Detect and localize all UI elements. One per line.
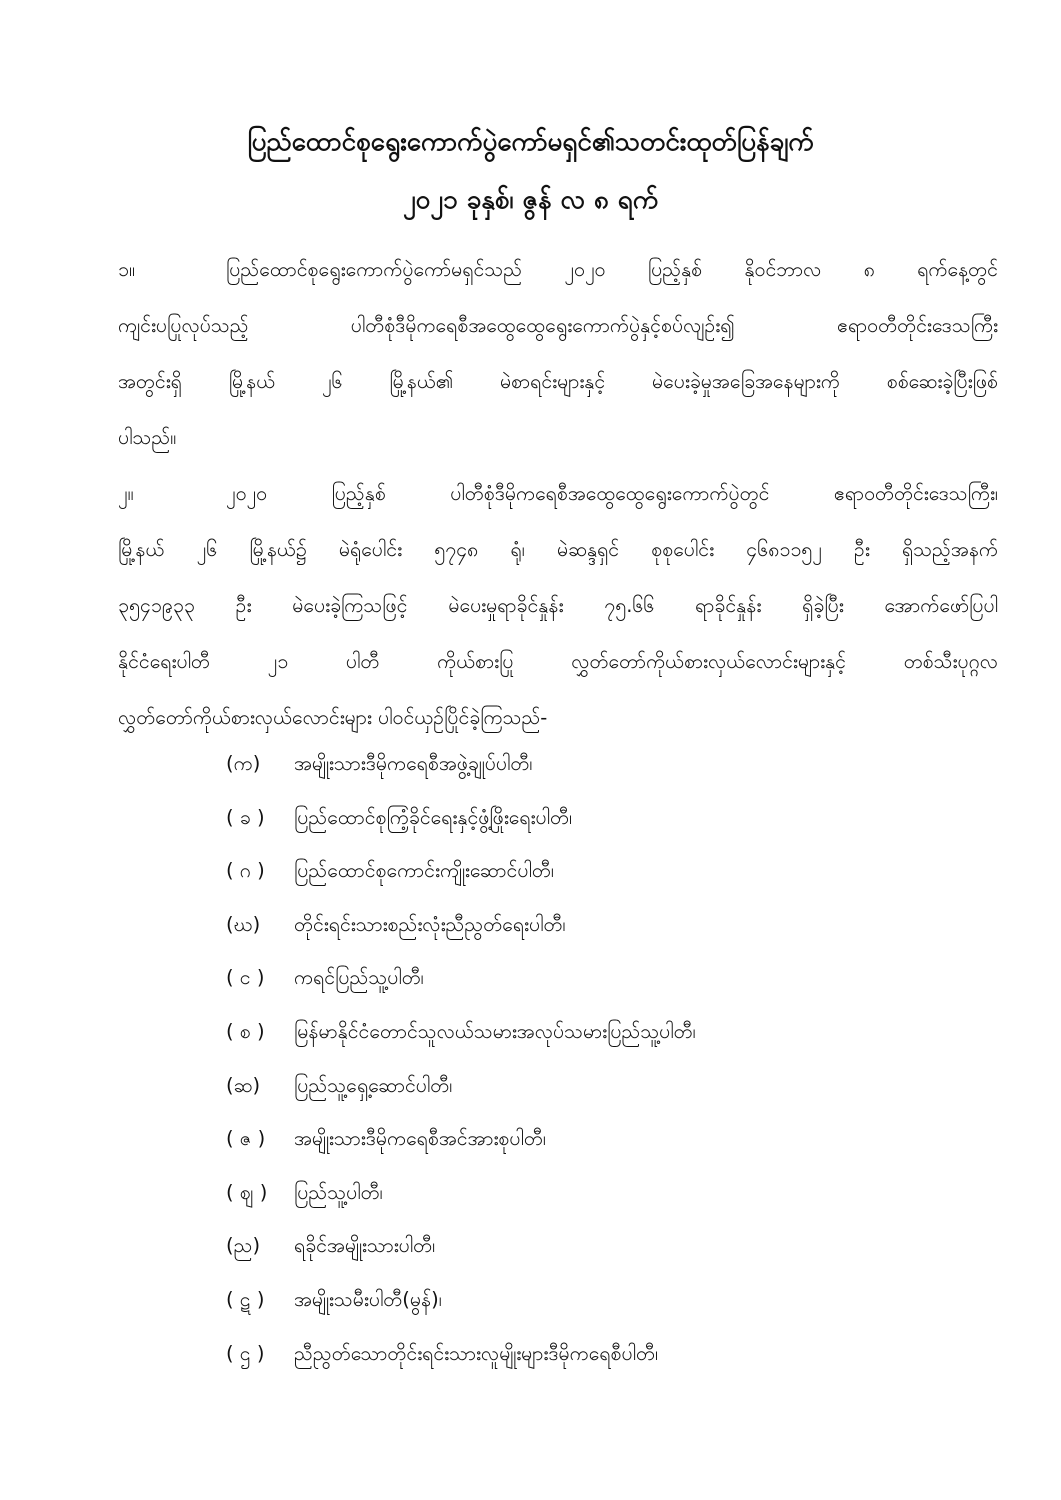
list-marker: ( ခ ) — [226, 805, 265, 829]
party-name: မြန်မာနိုင်ငံတောင်သူလယ်သမားအလုပ်သမားပြည်သူ့ပါတီ၊ — [294, 1019, 696, 1043]
list-marker: ( ဇ ) — [226, 1127, 266, 1151]
list-marker: (ဆ) — [226, 1073, 261, 1097]
party-list-item — [226, 1273, 986, 1327]
party-list-item — [226, 1005, 986, 1059]
document-title: ပြည်ထောင်စုရွေးကောက်ပွဲကော်မရှင်၏သတင်းထုတ်ပြန်ချက် — [247, 127, 814, 157]
paragraph-2-line-2: မြို့နယ် ၂၆ မြို့နယ်၌ မဲရုံပေါင်း ၅၇၄၈ ရုံ၊ မဲဆန္ဒရှင် စုစုပေါင်း ၄၆၈၁၁၅၂ ဦး ရှိသည့်အနက် — [118, 538, 998, 561]
paragraph-1-text: ပြည်ထောင်စုရွေးကောက်ပွဲကော်မရှင်သည် ၂၀၂၀ ပြည့်နှစ် နိုဝင်ဘာလ ၈ ရက်နေ့တွင် — [226, 258, 998, 281]
party-name: ပြည်ထောင်စုကြံ့ခိုင်ရေးနှင့်ဖွံ့ဖြိုးရေးပါတီ၊ — [294, 805, 573, 829]
paragraph-2-line-1 — [118, 466, 998, 522]
paragraph-1-line-1 — [118, 242, 998, 298]
paragraph-2-line-4: နိုင်ငံရေးပါတီ ၂၁ ပါတီ ကိုယ်စားပြု လွှတ်တော်ကိုယ်စားလှယ်လောင်းများနှင့် တစ်သီးပုဂ္ဂလ — [118, 650, 998, 673]
paragraph-1 — [118, 242, 998, 466]
party-name: ပြည်သူ့ရှေ့ဆောင်ပါတီ၊ — [294, 1073, 453, 1097]
party-list-item — [226, 898, 986, 952]
party-list-item — [226, 1166, 986, 1220]
party-list-item — [226, 1327, 986, 1381]
paragraph-1-line-3: အတွင်းရှိ မြို့နယ် ၂၆ မြို့နယ်၏ မဲစာရင်းများနှင့် မဲပေးခဲ့မှုအခြေအနေများကို စစ်ဆေးခဲ့ပြီးဖြစ် — [118, 370, 998, 393]
paragraph-1-line-2: ကျင်းပပြုလုပ်သည့် ပါတီစုံဒီမိုကရေစီအထွေထွေရွေးကောက်ပွဲနှင့်စပ်လျဉ်း၍ ဧရာဝတီတိုင်းဒေသကြီး — [118, 314, 998, 337]
list-marker: (က) — [226, 752, 261, 775]
party-name: အမျိုးသားဒီမိုကရေစီအင်အားစုပါတီ၊ — [294, 1127, 546, 1151]
party-list-item — [226, 1112, 986, 1166]
paragraph-2-text: ၂၀၂၀ ပြည့်နှစ် ပါတီစုံဒီမိုကရေစီအထွေထွေရွေးကောက်ပွဲတွင် ဧရာဝတီတိုင်းဒေသကြီး၊ — [226, 482, 998, 505]
party-list — [226, 737, 986, 1380]
party-list-item — [226, 737, 986, 791]
list-marker: (ည) — [226, 1234, 261, 1258]
party-name: ညီညွတ်သောတိုင်းရင်းသားလူမျိုးများဒီမိုကရေစီပါတီ၊ — [294, 1341, 659, 1365]
party-list-item — [226, 791, 986, 845]
paragraph-2-line-3: ၃၅၄၁၉၃၃ ဦး မဲပေးခဲ့ကြသဖြင့် မဲပေးမှုရာခိုင်နှုန်း ၇၅.၆၆ ရာခိုင်နှုန်း ရှိခဲ့ပြီး အောက်ဖော်ပြပါ — [118, 594, 998, 617]
document-date: ၂၀၂၁ ခုနှစ်၊ ဇွန် လ ၈ ရက် — [402, 185, 659, 215]
party-name: အမျိုးသမီးပါတီ(မွန်)၊ — [294, 1287, 442, 1311]
party-name: ပြည်ထောင်စုကောင်းကျိုးဆောင်ပါတီ၊ — [294, 859, 554, 883]
paragraph-2-line-5: လွှတ်တော်ကိုယ်စားလှယ်လောင်းများ ပါဝင်ယှဉ်ပြိုင်ခဲ့ကြသည်- — [118, 706, 548, 729]
party-name: ရခိုင်အမျိုးသားပါတီ၊ — [294, 1234, 436, 1258]
party-list-item — [226, 1059, 986, 1113]
list-marker: ( ဈ ) — [226, 1180, 268, 1204]
party-name: ကရင်ပြည်သူ့ပါတီ၊ — [294, 966, 424, 990]
list-marker: ( ဂ ) — [226, 859, 265, 883]
list-marker: ( ဌ ) — [226, 1341, 265, 1365]
party-name: ပြည်သူ့ပါတီ၊ — [294, 1180, 383, 1204]
list-marker: ( စ ) — [226, 1019, 265, 1043]
party-name: တိုင်းရင်းသားစည်းလုံးညီညွတ်ရေးပါတီ၊ — [294, 912, 566, 936]
party-list-item — [226, 951, 986, 1005]
party-list-item — [226, 844, 986, 898]
list-marker: ( င ) — [226, 966, 265, 990]
party-name: အမျိုးသားဒီမိုကရေစီအဖွဲ့ချုပ်ပါတီ၊ — [294, 752, 533, 775]
paragraph-2 — [118, 466, 998, 746]
list-marker: ( ဋ ) — [226, 1287, 265, 1311]
paragraph-1-line-4: ပါသည်။ — [118, 426, 177, 449]
party-list-item — [226, 1219, 986, 1273]
paragraph-1-number: ၁။ — [118, 258, 135, 281]
list-marker: (ဃ) — [226, 912, 261, 936]
paragraph-2-number: ၂။ — [118, 482, 134, 505]
